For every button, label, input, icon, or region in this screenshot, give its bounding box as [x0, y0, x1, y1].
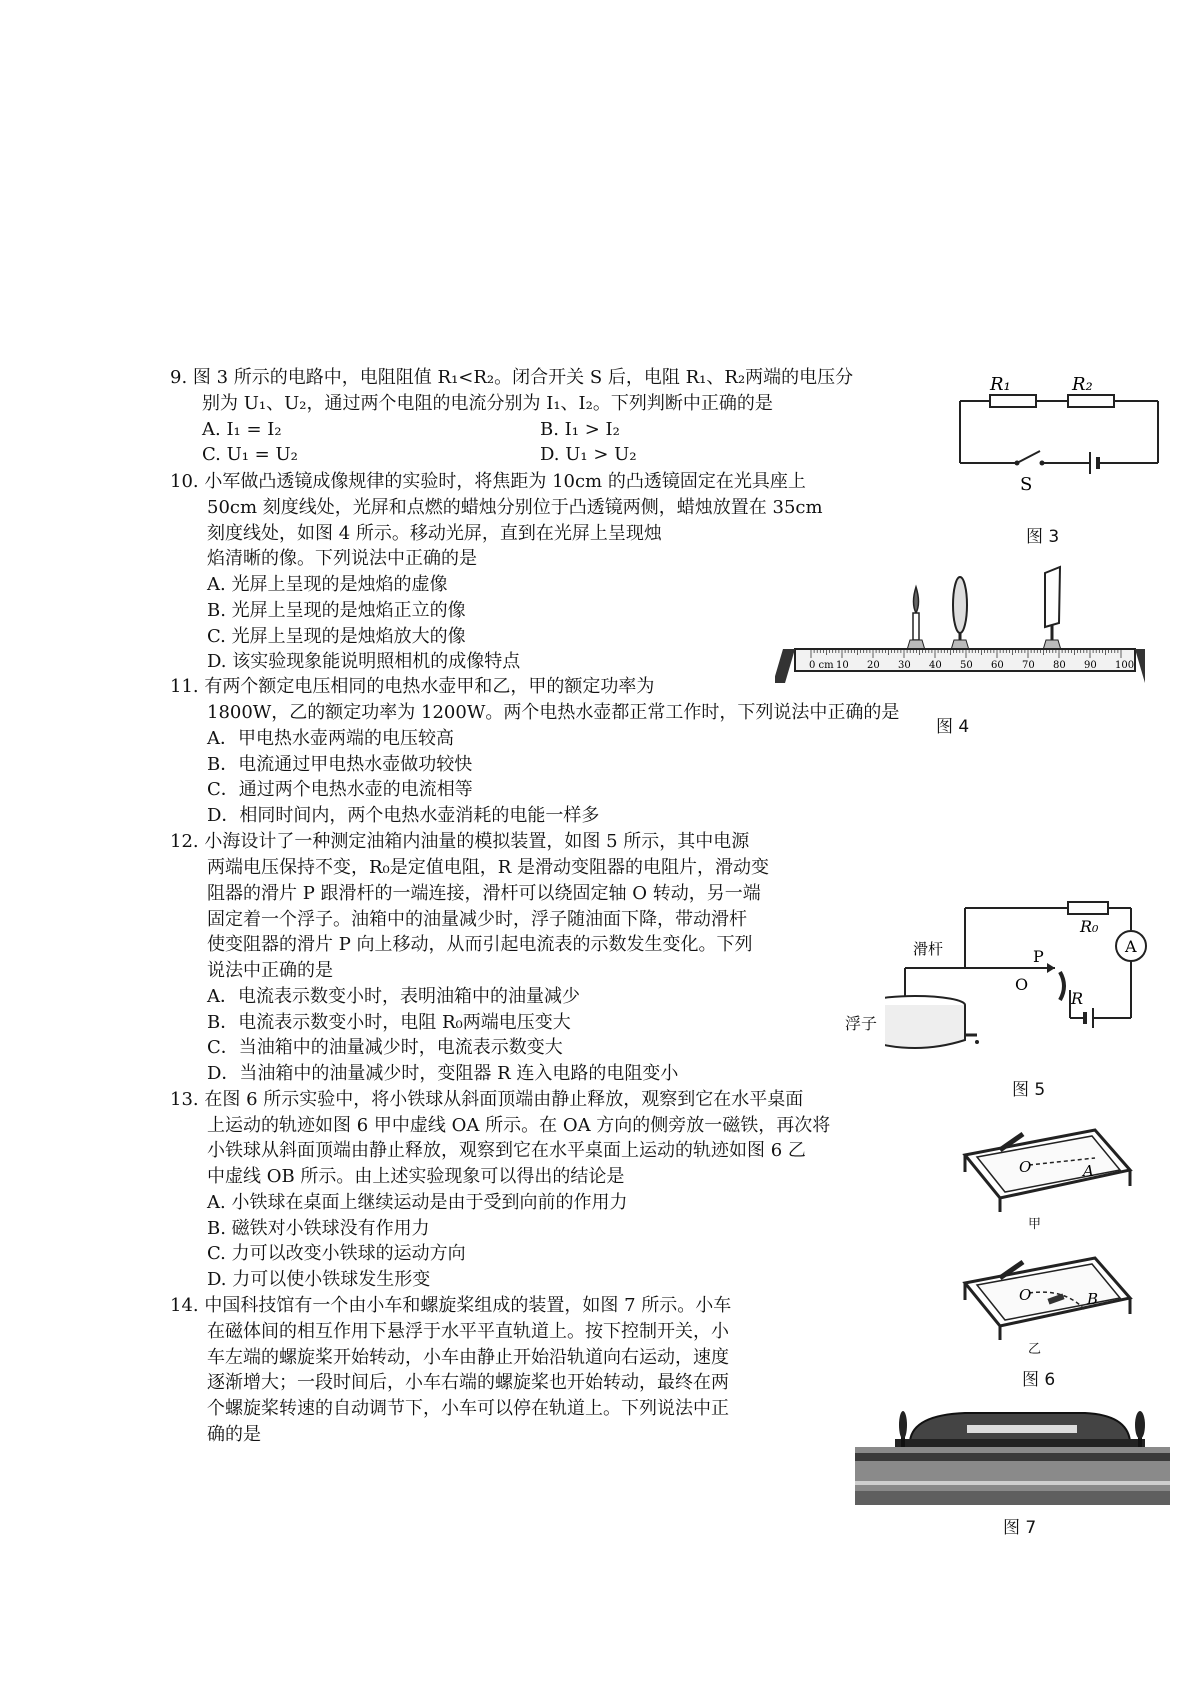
figure-4-optical-bench: [775, 565, 1145, 705]
q10-line-3: 刻度线处，如图 4 所示。移动光屏，直到在光屏上呈现烛: [207, 523, 662, 544]
fig4-scale-label: 30: [898, 660, 911, 671]
q11-option-a: A．甲电热水壶两端的电压较高: [207, 728, 454, 749]
fig5-r0-resistor: [1068, 902, 1108, 914]
q11-option-d: D．相同时间内，两个电热水壶消耗的电能一样多: [207, 805, 600, 826]
fig3-r1-resistor: [990, 395, 1036, 407]
q10-option-a: A. 光屏上呈现的是烛焰的虚像: [207, 574, 448, 595]
q13-line-3: 小铁球从斜面顶端由静止释放，观察到它在水平桌面上运动的轨迹如图 6 乙: [207, 1140, 806, 1161]
fig3-r2-resistor: [1068, 395, 1114, 407]
figure-4-caption: 图 4: [936, 717, 970, 737]
fig4-scale-label: 0 cm: [809, 660, 834, 671]
q14-line-1: 14. 中国科技馆有一个由小车和螺旋桨组成的装置，如图 7 所示。小车: [170, 1295, 732, 1316]
q12-line-3: 阻器的滑片 P 跟滑杆的一端连接，滑杆可以绕固定轴 O 转动，另一端: [207, 883, 761, 904]
fig4-candle-flame: [914, 587, 919, 613]
fig4-scale-label: 10: [836, 660, 849, 671]
fig5-rheostat: [1060, 972, 1064, 1000]
q12-option-c: C．当油箱中的油量减少时，电流表示数变大: [207, 1037, 563, 1058]
q11-option-b: B．电流通过甲电热水壶做功较快: [207, 754, 473, 775]
figure-6-caption: 图 6: [1022, 1370, 1056, 1390]
figure-5-caption: 图 5: [1012, 1080, 1046, 1100]
q10-line-4: 焰清晰的像。下列说法中正确的是: [207, 548, 477, 569]
q11-line-2: 1800W，乙的额定功率为 1200W。两个电热水壶都正常工作时，下列说法中正确的是: [207, 702, 900, 723]
fig4-scale-label: 100: [1115, 660, 1135, 671]
figure-3-circuit: [950, 368, 1170, 518]
q14-line-3: 车左端的螺旋桨开始转动，小车由静止开始沿轨道向右运动，速度: [207, 1347, 729, 1368]
fig3-switch: [1017, 451, 1040, 463]
q12-line-5: 使变阻器的滑片 P 向上移动，从而引起电流表的示数发生变化。下列: [207, 934, 753, 955]
q13-line-1: 13. 在图 6 所示实验中，将小铁球从斜面顶端由静止释放，观察到它在水平桌面: [170, 1089, 804, 1110]
q10-line-1: 10. 小军做凸透镜成像规律的实验时，将焦距为 10cm 的凸透镜固定在光具座上: [170, 471, 806, 492]
fig4-scale-label: 90: [1084, 660, 1097, 671]
q9-option-c: C. U₁ = U₂: [202, 444, 298, 465]
fig7-left-propeller: [899, 1411, 907, 1439]
q11-line-1: 11. 有两个额定电压相同的电热水壶甲和乙，甲的额定功率为: [170, 676, 655, 697]
fig6b-o-label: O: [1019, 1286, 1032, 1304]
q9-line-1: 9. 图 3 所示的电路中，电阻阻值 R₁<R₂。闭合开关 S 后，电阻 R₁、R₂两端的电压分: [170, 367, 854, 388]
fig4-scale-label: 40: [929, 660, 942, 671]
fig7-vent-strip: [967, 1425, 1077, 1433]
fig5-rheostat-label: R: [1071, 989, 1084, 1008]
q11-option-c: C．通过两个电热水壶的电流相等: [207, 779, 473, 800]
fig5-r0-label: R₀: [1080, 917, 1099, 936]
fig3-switch-label: S: [1020, 474, 1033, 495]
q12-line-6: 说法中正确的是: [207, 960, 333, 981]
q12-line-4: 固定着一个浮子。油箱中的油量减少时，浮子随油面下降，带动滑杆: [207, 909, 747, 930]
q14-line-5: 个螺旋桨转速的自动调节下，小车可以停在轨道上。下列说法中正: [207, 1398, 729, 1419]
fig3-r1-label: R₁: [990, 374, 1011, 395]
figure-5-oil-gauge: [885, 900, 1155, 1070]
q12-option-a: A．电流表示数变小时，表明油箱中的油量减少: [207, 986, 580, 1007]
q10-option-c: C. 光屏上呈现的是烛焰放大的像: [207, 626, 466, 647]
fig5-float-label: 浮子: [845, 1014, 878, 1033]
figure-6a-table: [955, 1120, 1135, 1215]
fig4-scale-label: 20: [867, 660, 880, 671]
figure-6b-table: [955, 1248, 1135, 1343]
q9-option-b: B. I₁ > I₂: [540, 419, 620, 440]
fig4-candle: [913, 613, 919, 640]
q13-line-4: 中虚线 OB 所示。由上述实验现象可以得出的结论是: [207, 1166, 625, 1187]
q14-line-6: 确的是: [207, 1424, 261, 1445]
q10-option-b: B. 光屏上呈现的是烛焰正立的像: [207, 600, 466, 621]
fig4-scale-label: 50: [960, 660, 973, 671]
q13-option-a: A. 小铁球在桌面上继续运动是由于受到向前的作用力: [207, 1192, 628, 1213]
fig6a-caption: 甲: [1028, 1217, 1042, 1232]
fig4-scale-label: 70: [1022, 660, 1035, 671]
q13-option-d: D. 力可以使小铁球发生形变: [207, 1269, 431, 1290]
q13-option-b: B. 磁铁对小铁球没有作用力: [207, 1218, 430, 1239]
fig5-slider-label: P: [1033, 947, 1044, 966]
q12-line-1: 12. 小海设计了一种测定油箱内油量的模拟装置，如图 5 所示，其中电源: [170, 831, 750, 852]
fig6b-b-label: B: [1087, 1290, 1099, 1308]
fig5-ammeter-label: A: [1125, 937, 1137, 956]
fig4-screen: [1045, 567, 1060, 627]
q9-option-d: D. U₁ > U₂: [540, 444, 637, 465]
fig4-scale-label: 80: [1053, 660, 1066, 671]
fig5-lever-label: 滑杆: [913, 940, 944, 958]
q10-option-d: D. 该实验现象能说明照相机的成像特点: [207, 651, 521, 672]
q12-line-2: 两端电压保持不变，R₀是定值电阻，R 是滑动变阻器的电阻片，滑动变: [207, 857, 770, 878]
figure-7-photo: [855, 1395, 1170, 1505]
figure-3-caption: 图 3: [1026, 527, 1060, 547]
q9-line-2: 别为 U₁、U₂，通过两个电阻的电流分别为 I₁、I₂。下列判断中正确的是: [202, 393, 773, 414]
fig5-pivot-label: O: [1015, 975, 1029, 994]
fig3-r2-label: R₂: [1072, 374, 1093, 395]
q13-option-c: C. 力可以改变小铁球的运动方向: [207, 1243, 466, 1264]
q12-option-b: B．电流表示数变小时，电阻 R₀两端电压变大: [207, 1012, 571, 1033]
q13-line-2: 上运动的轨迹如图 6 甲中虚线 OA 所示。在 OA 方向的侧旁放一磁铁，再次将: [207, 1115, 831, 1136]
figure-7-caption: 图 7: [1003, 1518, 1037, 1538]
q12-option-d: D．当油箱中的油量减少时，变阻器 R 连入电路的电阻变小: [207, 1063, 679, 1084]
fig6b-caption: 乙: [1028, 1342, 1042, 1357]
q14-line-2: 在磁体间的相互作用下悬浮于水平平直轨道上。按下控制开关，小: [207, 1321, 729, 1342]
fig6a-a-label: A: [1083, 1162, 1094, 1180]
fig4-scale-label: 60: [991, 660, 1004, 671]
q10-line-2: 50cm 刻度线处，光屏和点燃的蜡烛分别位于凸透镜两侧，蜡烛放置在 35cm: [207, 497, 823, 518]
fig6a-o-label: O: [1019, 1158, 1032, 1176]
fig4-lens: [953, 577, 967, 633]
q9-option-a: A. I₁ = I₂: [202, 419, 282, 440]
q14-line-4: 逐渐增大；一段时间后，小车右端的螺旋桨也开始转动，最终在两: [207, 1372, 729, 1393]
fig7-right-propeller: [1135, 1411, 1145, 1439]
